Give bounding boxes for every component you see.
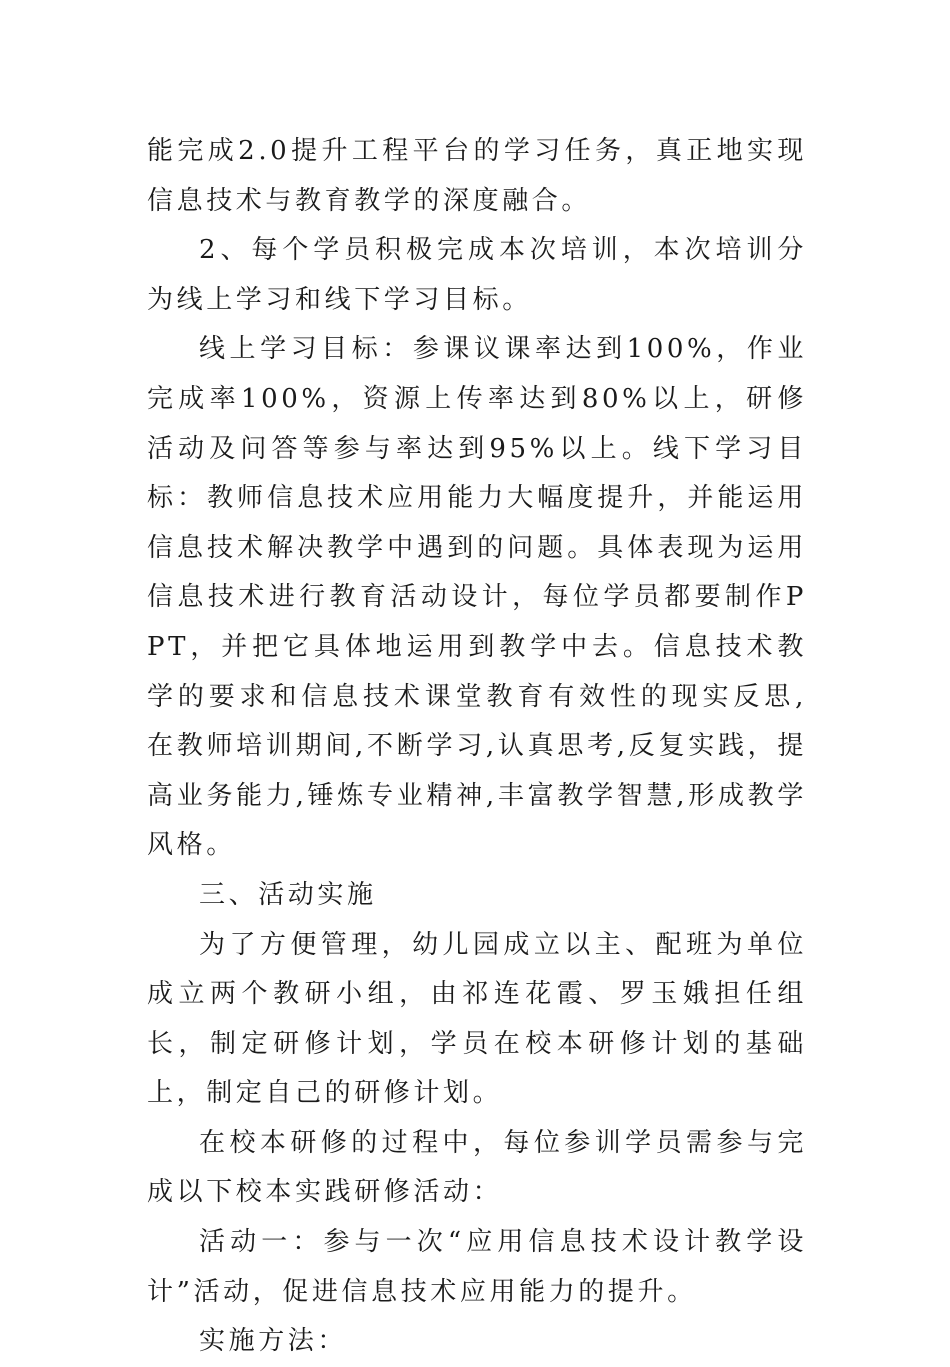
section-heading-implementation: 三、活动实施	[199, 879, 377, 910]
paragraph-activity-one: 活动一：参与一次“应用信息技术设计教学设计”活动，促进信息技术应用能力的提升。	[147, 1227, 807, 1307]
paragraph-training-goal: 2、每个学员积极完成本次培训，本次培训分为线上学习和线下学习目标。	[147, 235, 807, 315]
paragraph-management: 为了方便管理，幼儿园成立以主、配班为单位成立两个教研小组，由祁连花霞、罗玉娥担任组长，制定研修计划，学员在校本研修计划的基础上，制定自己的研修计划。	[147, 929, 807, 1109]
paragraph-continuation: 能完成2.0提升工程平台的学习任务，真正地实现信息技术与教育教学的深度融合。	[147, 136, 807, 216]
paragraph-activities-intro: 在校本研修的过程中，每位参训学员需参与完成以下校本实践研修活动：	[147, 1127, 807, 1208]
paragraph-method-label: 实施方法：	[199, 1326, 348, 1357]
paragraph-learning-targets: 线上学习目标：参课议课率达到100%，作业完成率100%，资源上传率达到80%以上，研修活动及问答等参与率达到95%以上。线下学习目标：教师信息技术应用能力大幅度提升，并能运用信息技术解决教学中遇到的问题。具体表现为运用信息技术进行教育活动设计，每位学员都要制作PPT，并把它具体地运用到教学中去。信息技术教学的要求和信息技术课堂教育有效性的现实反思,在教师培训期间,不断学习,认真思考,反复实践，提高业务能力,锤炼专业精神,丰富教学智慧,形成教学风格。	[147, 334, 807, 861]
document-body	[147, 127, 807, 1367]
